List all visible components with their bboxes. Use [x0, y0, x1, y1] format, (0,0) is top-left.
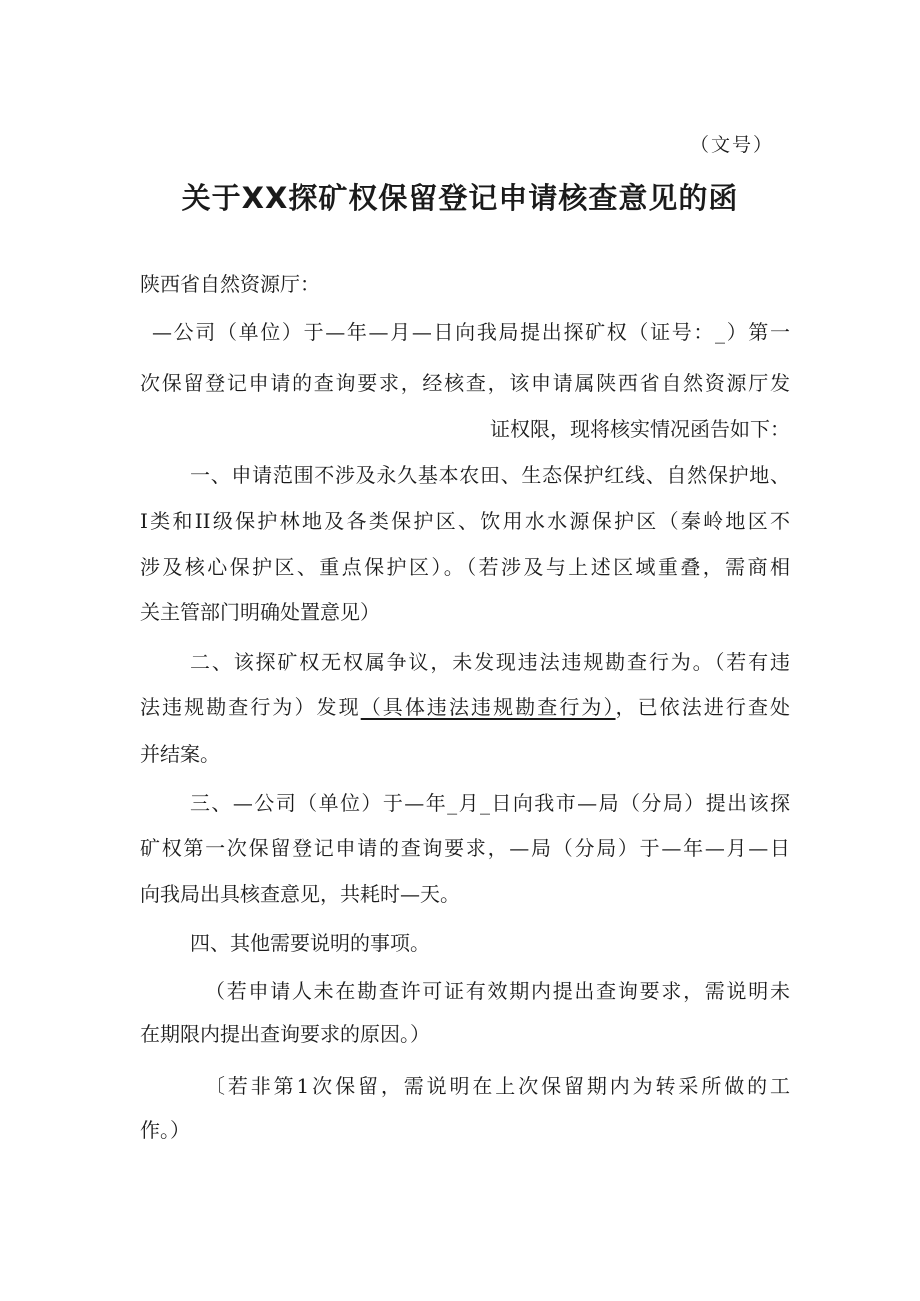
intro-line-2: 次保留登记申请的查询要求，经核查，该申请属陕西省自然资源厅发: [140, 371, 790, 395]
note-2-line-2: 作。）: [140, 1118, 190, 1142]
intro-line-1: —公司（单位）于—年—月—日向我局提出探矿权（证号：_）第一: [152, 320, 790, 344]
document-number: （文号）: [690, 134, 775, 156]
note-2-line-1: 〔若非第1次保留，需说明在上次保留期内为转采所做的工: [205, 1074, 790, 1098]
document-title: 关于XX探矿权保留登记申请核查意见的函: [181, 181, 739, 215]
note-1-line-1: （若申请人未在勘查许可证有效期内提出查询要求，需说明未: [205, 979, 790, 1003]
note-1-line-2: 在期限内提出查询要求的原因。）: [140, 1022, 430, 1046]
section-3-line-2: 矿权第一次保留登记申请的查询要求，—局（分局）于—年—月—日: [140, 836, 790, 860]
section-2-text: ，已依法进行查处: [615, 695, 791, 719]
section-2-line-1: 二、该探矿权无权属争议，未发现违法违规勘查行为。（若有违: [190, 650, 790, 674]
section-2-line-3: 并结案。: [140, 742, 220, 766]
section-2-text: 法违规勘查行为）发现: [140, 695, 361, 719]
recipient: 陕西省自然资源厅：: [140, 272, 320, 296]
underlined-placeholder: （具体违法违规勘查行为）: [360, 695, 616, 719]
section-1-line-1: 一、申请范围不涉及永久基本农田、生态保护红线、自然保护地、: [190, 463, 790, 487]
section-1-line-3: 涉及核心保护区、重点保护区）。（若涉及与上述区域重叠，需商相: [140, 555, 790, 579]
section-1-line-4: 关主管部门明确处置意见）: [140, 600, 380, 624]
section-3-line-3: 向我局出具核查意见，共耗时—天。: [140, 882, 460, 906]
section-3-line-1: 三、—公司（单位）于—年_月_日向我市—局（分局）提出该探: [190, 791, 790, 815]
intro-line-3: 证权限，现将核实情况函告如下：: [490, 417, 790, 441]
section-1-line-2: I类和II级保护林地及各类保护区、饮用水水源保护区（秦岭地区不: [140, 509, 790, 533]
section-2-line-2: [140, 693, 790, 721]
section-4-line-1: 四、其他需要说明的事项。: [190, 931, 430, 955]
